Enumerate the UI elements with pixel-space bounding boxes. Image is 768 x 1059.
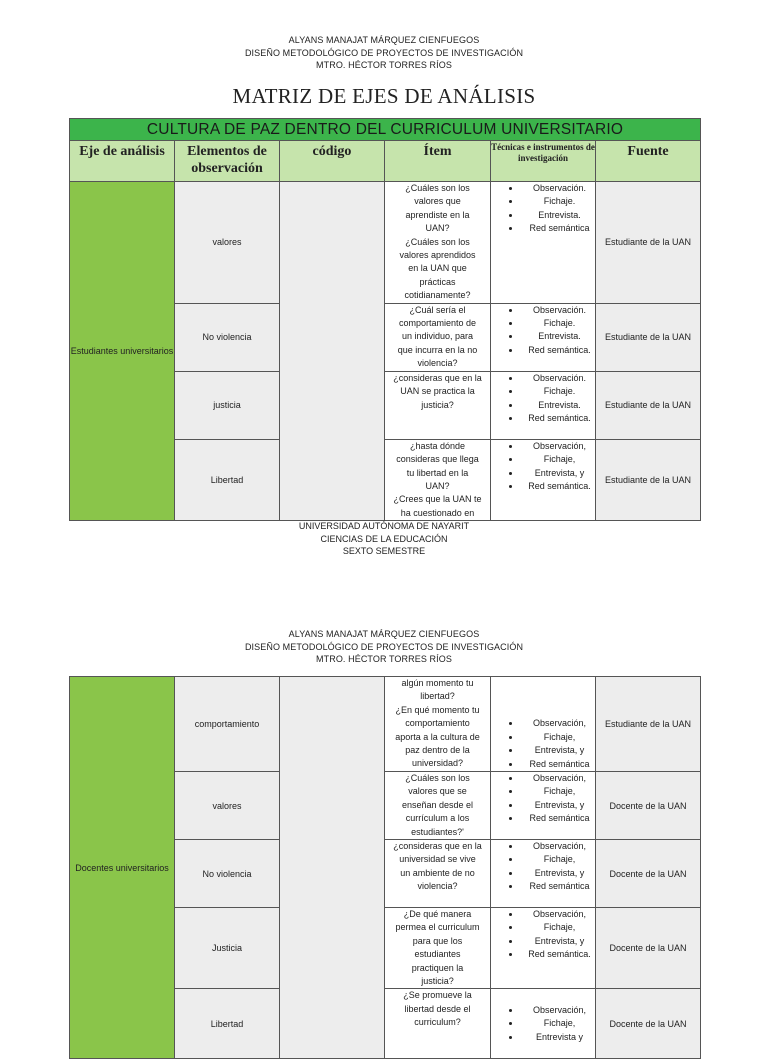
element-cell: No violencia xyxy=(175,840,280,908)
element-cell: No violencia xyxy=(175,303,280,371)
technique-item: • Fichaje, xyxy=(521,453,595,466)
technique-item: • Fichaje. xyxy=(521,385,595,398)
technique-item: • Observación, xyxy=(521,908,595,921)
element-cell: Libertad xyxy=(175,439,280,520)
technique-item: • Red semántica. xyxy=(521,948,595,961)
source-cell: Docente de la UAN xyxy=(596,772,701,840)
table-row xyxy=(70,677,701,772)
source-cell: Estudiante de la UAN xyxy=(596,371,701,439)
item-cell: ¿consideras que en la UAN se practica la justicia? xyxy=(385,371,491,439)
techniques-cell xyxy=(491,772,596,840)
technique-item: • Red semántica xyxy=(521,758,595,771)
element-cell: Libertad xyxy=(175,989,280,1059)
element-cell: valores xyxy=(175,772,280,840)
element-cell: justicia xyxy=(175,371,280,439)
technique-item: • Entrevista. xyxy=(521,399,595,412)
source-cell: Estudiante de la UAN xyxy=(596,182,701,304)
author-name: ALYANS MANAJAT MÁRQUEZ CIENFUEGOS xyxy=(288,35,480,45)
author-name: ALYANS MANAJAT MÁRQUEZ CIENFUEGOS xyxy=(288,629,480,639)
technique-item: • Observación, xyxy=(521,840,595,853)
technique-item: • Fichaje. xyxy=(521,317,595,330)
column-header-elements: Elementos de observación xyxy=(175,141,280,182)
table-row xyxy=(70,182,701,304)
technique-item: • Observación. xyxy=(521,304,595,317)
university-name: UNIVERSIDAD AUTÓNOMA DE NAYARIT xyxy=(298,521,470,531)
source-cell: Docente de la UAN xyxy=(596,840,701,908)
program-name: CIENCIAS DE LA EDUCACIÓN xyxy=(320,533,448,544)
axis-cell: Estudiantes universitarios xyxy=(70,182,175,521)
source-cell: Docente de la UAN xyxy=(596,908,701,989)
page-footer xyxy=(0,520,768,558)
source-cell: Docente de la UAN xyxy=(596,989,701,1059)
axis-cell: Docentes universitarios xyxy=(70,677,175,1059)
semester-name: SEXTO SEMESTRE xyxy=(342,546,426,556)
technique-item: • Red semántica xyxy=(521,880,595,893)
analysis-matrix-table xyxy=(69,118,701,521)
technique-item: • Red semántica. xyxy=(521,480,595,493)
item-cell: algún momento tu libertad? ¿En qué momento tu comportamiento aporta a la cultura de paz dentro de la universidad? xyxy=(385,677,491,772)
technique-item: • Entrevista. xyxy=(521,209,595,222)
column-header-item: Ítem xyxy=(385,141,491,182)
source-cell: Estudiante de la UAN xyxy=(596,439,701,520)
technique-item: • Fichaje, xyxy=(521,785,595,798)
techniques-cell xyxy=(491,182,596,304)
source-cell: Estudiante de la UAN xyxy=(596,303,701,371)
teacher-name: MTRO. HÉCTOR TORRES RÍOS xyxy=(316,654,452,664)
techniques-cell xyxy=(491,677,596,772)
technique-item: • Entrevista, y xyxy=(521,744,595,757)
element-cell: valores xyxy=(175,182,280,304)
technique-item: • Fichaje, xyxy=(521,921,595,934)
technique-item: • Observación, xyxy=(521,772,595,785)
techniques-cell xyxy=(491,840,596,908)
item-cell: ¿Cuál sería el comportamiento de un individuo, para que incurra en la no violencia? xyxy=(385,303,491,371)
technique-item: • Entrevista. xyxy=(521,330,595,343)
element-cell: Justicia xyxy=(175,908,280,989)
technique-item: • Observación, xyxy=(521,440,595,453)
column-header-axis: Eje de análisis xyxy=(70,141,175,182)
course-name: DISEÑO METODOLÓGICO DE PROYECTOS DE INVESTIGACIÓN xyxy=(244,47,524,58)
technique-item: • Observación, xyxy=(521,1004,595,1017)
technique-item: • Fichaje, xyxy=(521,731,595,744)
technique-item: • Observación. xyxy=(521,372,595,385)
item-cell: ¿De qué manera permea el curriculum para que los estudiantes practiquen la justicia? xyxy=(385,908,491,989)
table-banner: CULTURA DE PAZ DENTRO DEL CURRICULUM UNIVERSITARIO xyxy=(70,119,701,141)
item-cell: ¿Cuáles son los valores que se enseñan desde el currículum a los estudiantes?' xyxy=(385,772,491,840)
techniques-cell xyxy=(491,908,596,989)
item-cell: ¿hasta dónde consideras que llega tu libertad en la UAN? ¿Crees que la UAN te ha cuestionado en xyxy=(385,439,491,520)
teacher-name: MTRO. HÉCTOR TORRES RÍOS xyxy=(316,60,452,70)
technique-item: • Red semántica. xyxy=(521,344,595,357)
technique-item: • Entrevista y xyxy=(521,1031,595,1044)
technique-item: • Fichaje, xyxy=(521,853,595,866)
technique-item: • Entrevista, y xyxy=(521,867,595,880)
item-cell: ¿Se promueve la libertad desde el curriculum? xyxy=(385,989,491,1059)
course-name: DISEÑO METODOLÓGICO DE PROYECTOS DE INVESTIGACIÓN xyxy=(244,641,524,652)
technique-item: • Red semántica xyxy=(521,222,595,235)
technique-item: • Observación, xyxy=(521,717,595,730)
item-cell: ¿Cuáles son los valores que aprendiste en la UAN? ¿Cuáles son los valores aprendidos en la UAN que prácticas cotidianamente? xyxy=(385,182,491,304)
technique-item: • Fichaje. xyxy=(521,195,595,208)
column-header-code: código xyxy=(280,141,385,182)
element-cell: comportamiento xyxy=(175,677,280,772)
source-cell: Estudiante de la UAN xyxy=(596,677,701,772)
page-header xyxy=(0,628,768,666)
techniques-cell xyxy=(491,439,596,520)
technique-item: • Entrevista, y xyxy=(521,799,595,812)
document-title: MATRIZ DE EJES DE ANÁLISIS xyxy=(232,84,536,108)
techniques-cell xyxy=(491,303,596,371)
technique-item: • Red semántica xyxy=(521,812,595,825)
code-cell xyxy=(280,182,385,521)
analysis-matrix-table-continued xyxy=(69,676,701,1059)
technique-item: • Entrevista, y xyxy=(521,935,595,948)
column-header-source: Fuente xyxy=(596,141,701,182)
item-cell: ¿consideras que en la universidad se vive un ambiente de no violencia? xyxy=(385,840,491,908)
technique-item: • Observación. xyxy=(521,182,595,195)
page-header xyxy=(0,34,768,72)
technique-item: • Red semántica. xyxy=(521,412,595,425)
code-cell xyxy=(280,677,385,1059)
technique-item: • Fichaje, xyxy=(521,1017,595,1030)
technique-item: • Entrevista, y xyxy=(521,467,595,480)
column-header-techniques: Técnicas e instrumentos de investigación xyxy=(491,141,596,182)
techniques-cell xyxy=(491,371,596,439)
